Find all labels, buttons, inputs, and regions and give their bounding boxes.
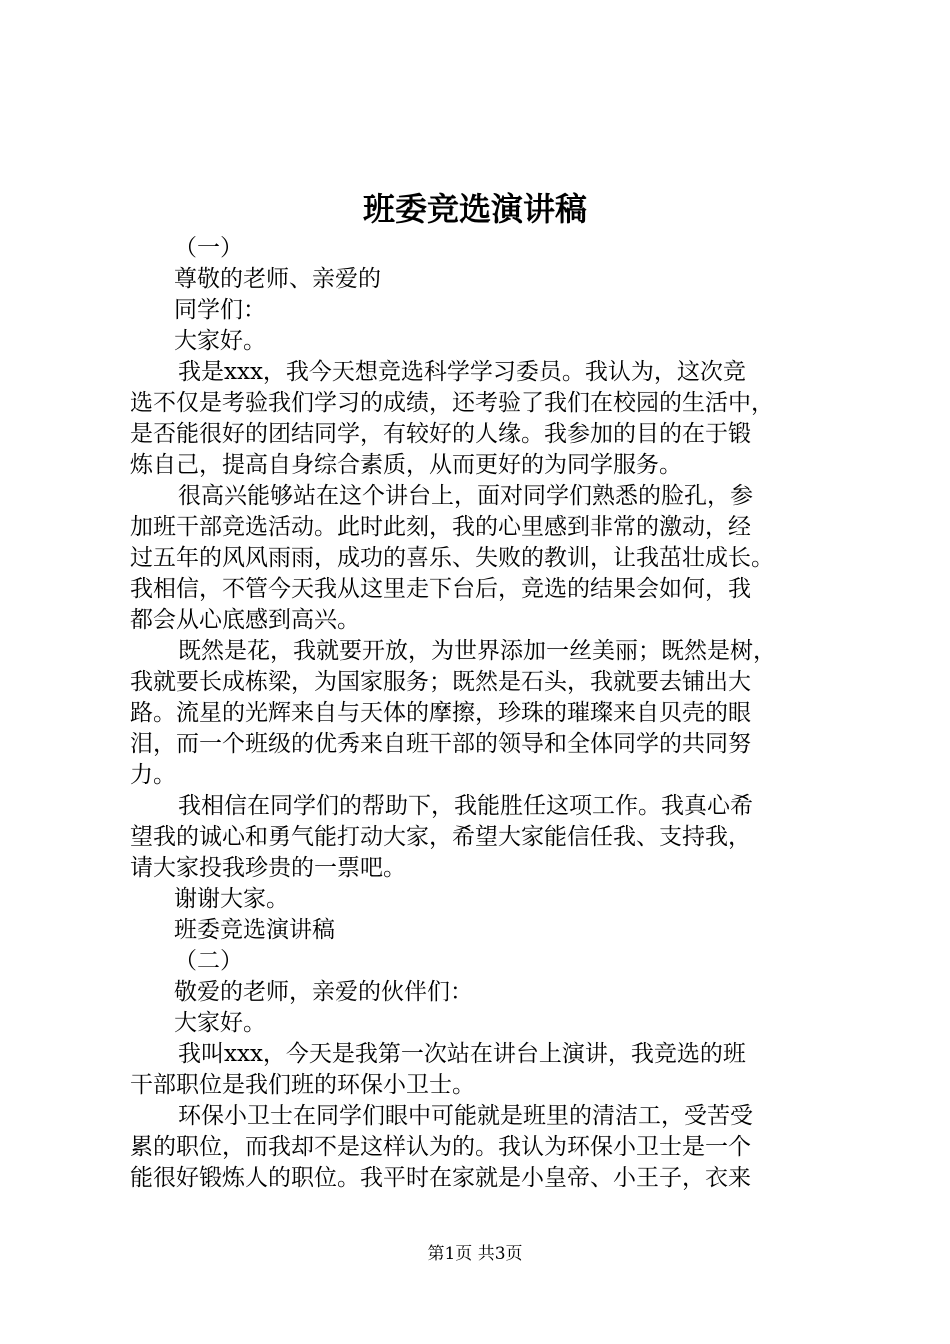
text-line: 选不仅是考验我们学习的成绩，还考验了我们在校园的生活中， [130, 390, 774, 416]
text-line: 累的职位，而我却不是这样认为的。我认为环保小卫士是一个 [130, 1134, 751, 1160]
text-line: 加班干部竞选活动。此时此刻，我的心里感到非常的激动，经 [130, 514, 751, 540]
text-line: 谢谢大家。 [174, 886, 289, 912]
text-line: 大家好。 [174, 1010, 266, 1036]
document-body [130, 233, 830, 1194]
text-line: 我是xxx，我今天想竞选科学学习委员。我认为，这次竞 [178, 359, 746, 385]
text-line: 泪，而一个班级的优秀来自班干部的领导和全体同学的共同努 [130, 731, 751, 757]
document-title: 班委竞选演讲稿 [362, 190, 587, 228]
text-line: 我叫xxx，今天是我第一次站在讲台上演讲，我竞选的班 [178, 1041, 746, 1067]
text-line: （二） [174, 948, 243, 974]
text-line: 既然是花，我就要开放，为世界添加一丝美丽；既然是树， [178, 638, 776, 664]
text-line: 能很好锻炼人的职位。我平时在家就是小皇帝、小王子，衣来 [130, 1165, 751, 1191]
text-line: 望我的诚心和勇气能打动大家，希望大家能信任我、支持我， [130, 824, 751, 850]
text-line: 请大家投我珍贵的一票吧。 [130, 855, 406, 881]
text-line: 很高兴能够站在这个讲台上，面对同学们熟悉的脸孔，参 [178, 483, 753, 509]
text-line: 环保小卫士在同学们眼中可能就是班里的清洁工，受苦受 [178, 1103, 753, 1129]
text-line: 大家好。 [174, 328, 266, 354]
text-line: 路。流星的光辉来自与天体的摩擦，珍珠的璀璨来自贝壳的眼 [130, 700, 751, 726]
text-line: 干部职位是我们班的环保小卫士。 [130, 1072, 475, 1098]
text-line: 我相信，不管今天我从这里走下台后，竞选的结果会如何，我 [130, 576, 751, 602]
text-line: 炼自己，提高自身综合素质，从而更好的为同学服务。 [130, 452, 682, 478]
text-line: 过五年的风风雨雨，成功的喜乐、失败的教训，让我茁壮成长。 [130, 545, 774, 571]
text-line: 同学们： [174, 297, 266, 323]
text-line: 班委竞选演讲稿 [174, 917, 335, 943]
text-line: 我相信在同学们的帮助下，我能胜任这项工作。我真心希 [178, 793, 753, 819]
text-line: 是否能很好的团结同学，有较好的人缘。我参加的目的在于锻 [130, 421, 751, 447]
text-line: 尊敬的老师、亲爱的 [174, 266, 381, 292]
page-footer: 第1页 共3页 [427, 1244, 523, 1264]
text-line: 敬爱的老师，亲爱的伙伴们： [174, 979, 473, 1005]
text-line: （一） [174, 235, 243, 261]
text-line: 力。 [130, 762, 176, 788]
text-line: 都会从心底感到高兴。 [130, 607, 360, 633]
text-line: 我就要长成栋梁，为国家服务；既然是石头，我就要去铺出大 [130, 669, 751, 695]
